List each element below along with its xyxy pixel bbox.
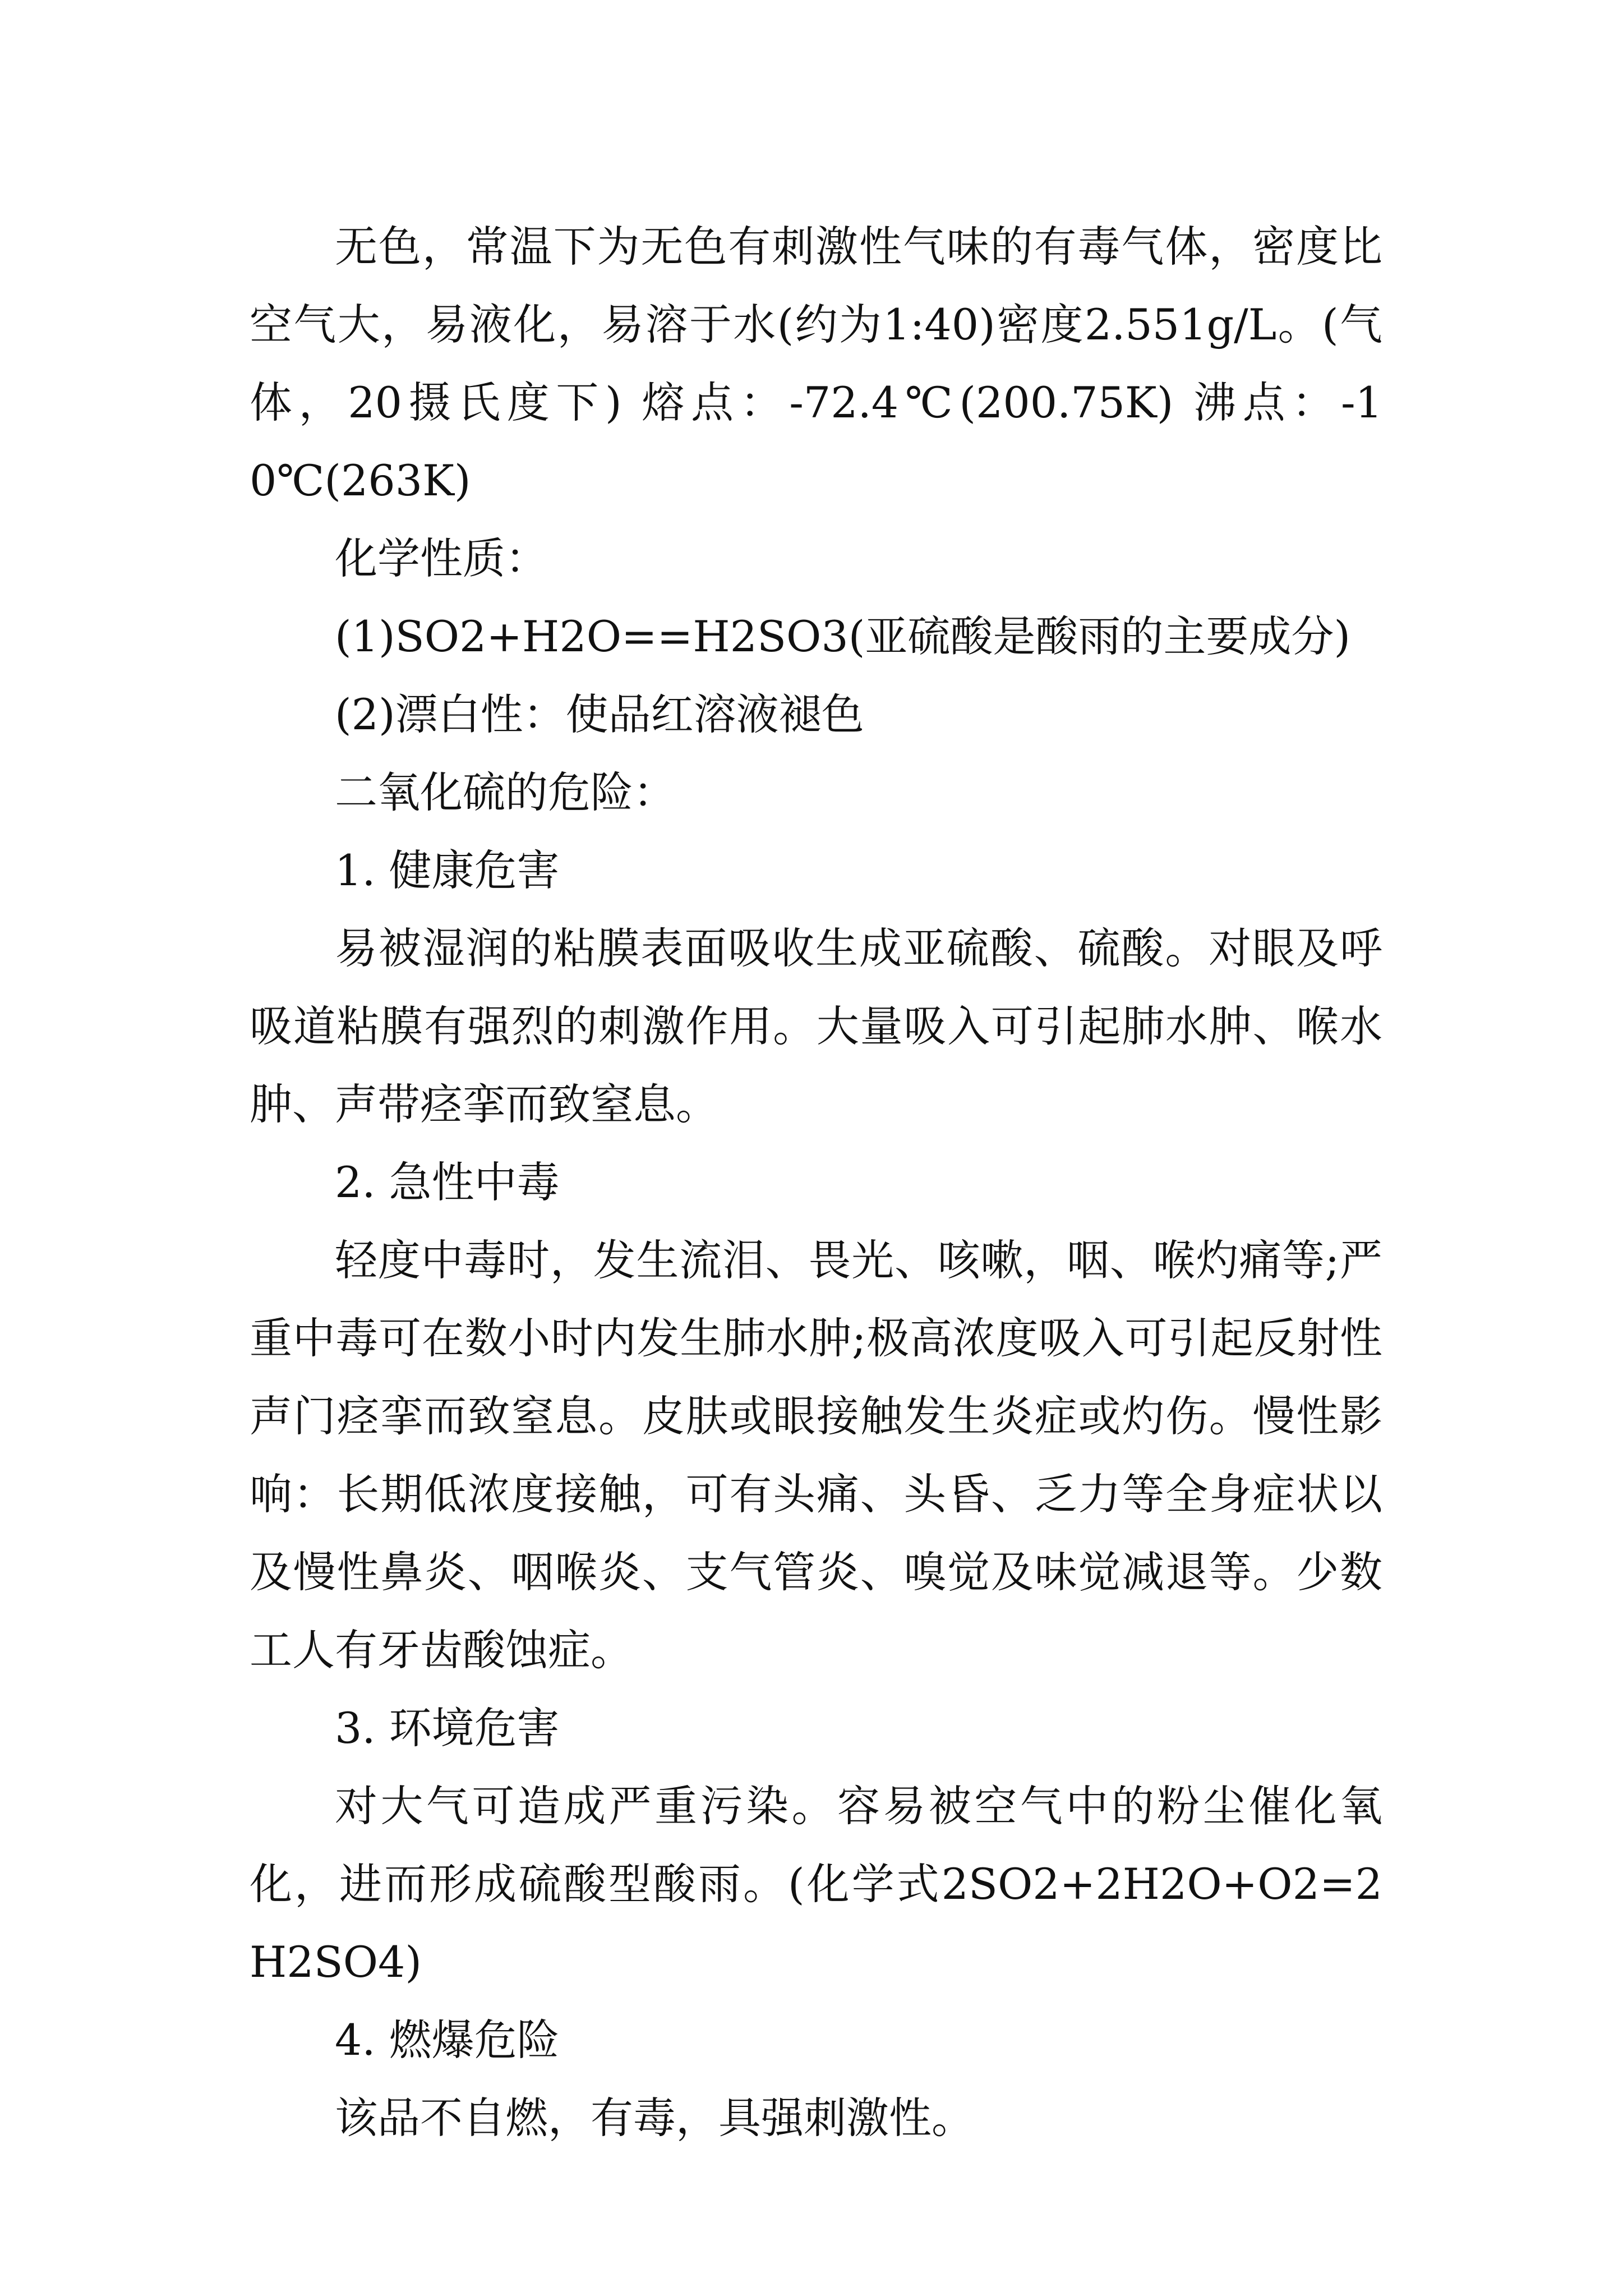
paragraph-health-hazard: 易被湿润的粘膜表面吸收生成亚硫酸、硫酸。对眼及呼吸道粘膜有强烈的刺激作用。大量吸入可引起肺水肿、喉水肿、声带痉挛而致窒息。	[250, 923, 1382, 1129]
heading-hazards: 二氧化硫的危险：	[335, 767, 676, 817]
list-item-bleaching: (2)漂白性：使品红溶液褪色	[335, 689, 864, 739]
heading-chemical-properties: 化学性质：	[335, 533, 548, 583]
paragraph-physical-properties: 无色，常温下为无色有刺激性气味的有毒气体，密度比空气大，易液化，易溶于水(约为1:40)密度2.551g/L。(气体，20摄氏度下) 熔点：-72.4℃(200.75K) 沸点：-10℃(263K)	[250, 222, 1382, 505]
subheading-fire-explosion-hazard: 4. 燃爆危险	[335, 2015, 560, 2065]
document-body	[250, 208, 1382, 2157]
subheading-health-hazard: 1. 健康危害	[335, 845, 560, 895]
paragraph-acute-poisoning: 轻度中毒时，发生流泪、畏光、咳嗽，咽、喉灼痛等;严重中毒可在数小时内发生肺水肿;极高浓度吸入可引起反射性声门痉挛而致窒息。皮肤或眼接触发生炎症或灼伤。慢性影响：长期低浓度接触，可有头痛、头昏、乏力等全身症状以及慢性鼻炎、咽喉炎、支气管炎、嗅觉及味觉减退等。少数工人有牙齿酸蚀症。	[250, 1235, 1382, 1675]
subheading-acute-poisoning: 2. 急性中毒	[335, 1157, 560, 1207]
paragraph-environmental-hazard: 对大气可造成严重污染。容易被空气中的粉尘催化氧化，进而形成硫酸型酸雨。(化学式2SO2+2H2O+O2=2H2SO4)	[250, 1781, 1382, 1987]
list-item-reaction-with-water: (1)SO2+H2O==H2SO3(亚硫酸是酸雨的主要成分)	[335, 611, 1351, 661]
subheading-environmental-hazard: 3. 环境危害	[335, 1703, 560, 1753]
paragraph-fire-explosion-hazard: 该品不自燃，有毒，具强刺激性。	[335, 2093, 974, 2143]
